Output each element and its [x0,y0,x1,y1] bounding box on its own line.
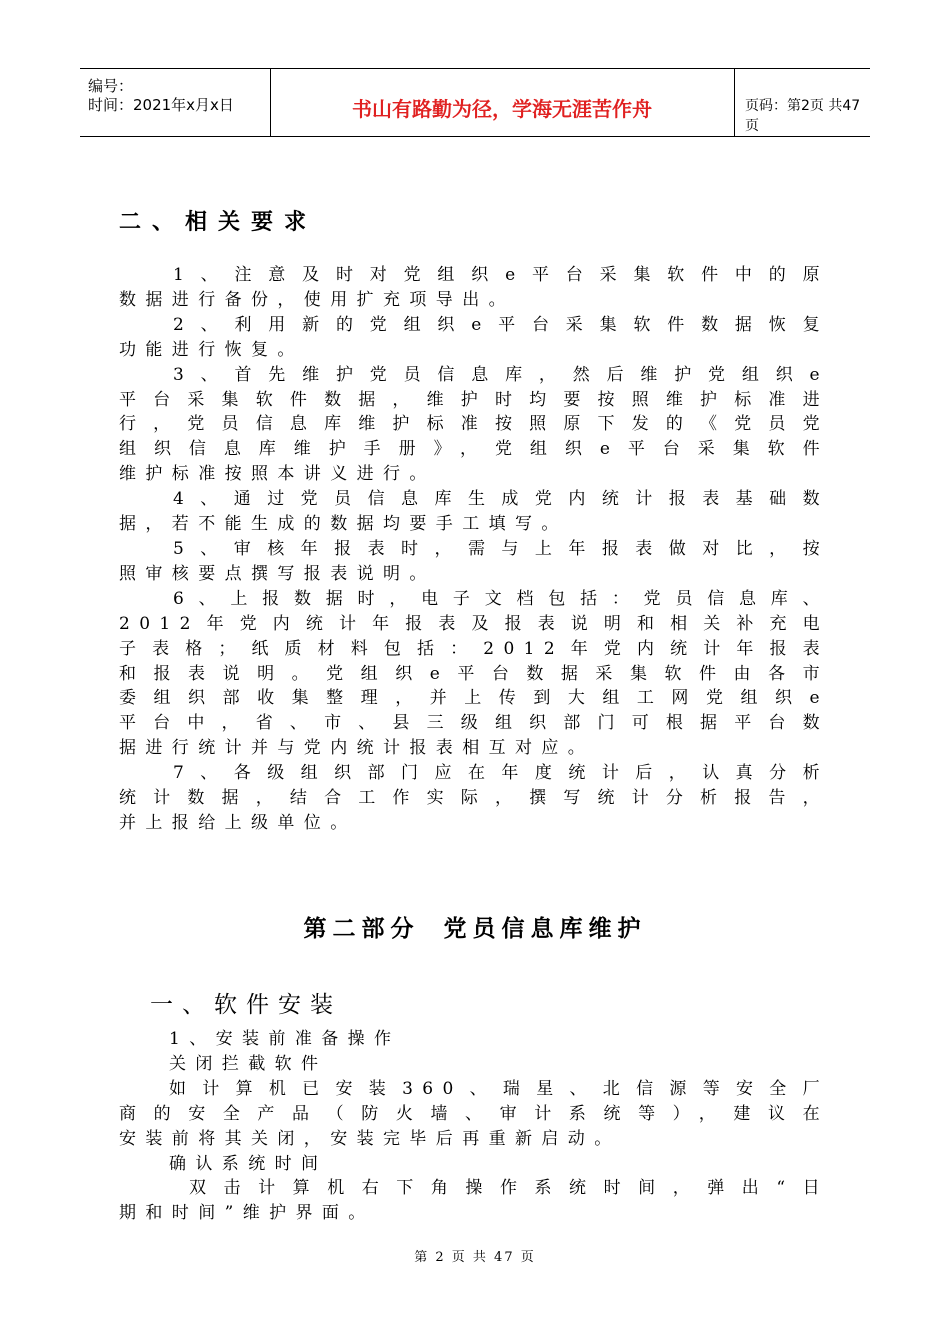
motto: 书山有路勤为径，学海无涯苦作舟 [352,97,652,121]
paragraph-line: 功能进行恢复。 [119,339,304,360]
part-title [0,910,950,943]
paragraph-line: 3、首先维护党员信息库，然后维护党组织e [173,364,829,385]
paragraph-line: 照审核要点撰写报表说明。 [119,563,436,584]
header-motto-cell [270,69,735,136]
paragraph-line: 维护标准按照本讲义进行。 [119,464,436,485]
paragraph-line: 并上报给上级单位。 [119,812,357,833]
paragraph-line: 统计数据，结合工作实际，撰写统计分析报告， [119,788,829,809]
paragraph-line: 和报表说明。党组织e平台数据采集软件由各市 [119,663,829,684]
page-footer: 第 2 页 共 47 页 [414,1250,536,1265]
paragraph-line: 6、上报数据时，电子文档包括：党员信息库、 [173,588,829,609]
paragraph-line: 安装前将其关闭，安装完毕后再重新启动。 [119,1128,621,1149]
number-label: 编号： [88,77,134,95]
part-number: 第二部分 [303,916,420,942]
paragraph-line: 行，党员信息库维护标准按照原下发的《党员党 [119,414,829,435]
page-header [80,68,870,137]
paragraph-line: 1、安装前准备操作 [169,1029,401,1049]
paragraph-line: 组织信息库维护手册》，党组织e平台采集软件 [119,439,829,460]
paragraph-line: 确认系统时间 [169,1153,328,1174]
paragraph-line: 据进行统计并与党内统计报表相互对应。 [119,738,595,759]
paragraph-line: 期和时间”维护界面。 [119,1203,375,1224]
paragraph-line: 2012年党内统计年报表及报表说明和相关补充电 [119,613,829,634]
paragraph-line: 子表格；纸质材料包括：2012年党内统计年报表 [119,638,829,659]
paragraph-line: 如计算机已安装360、瑞星、北信源等安全厂 [169,1078,829,1099]
requirements-body [119,263,829,836]
install-body [119,1027,829,1226]
paragraph-line: 双击计算机右下角操作系统时间，弹出“日 [189,1178,829,1199]
paragraph-line: 4、通过党员信息库生成党内统计报表基础数 [173,489,829,510]
paragraph-line: 7、各级组织部门应在年度统计后，认真分析 [173,763,829,784]
paragraph-line: 1、注意及时对党组织e平台采集软件中的原 [173,265,829,285]
paragraph-line: 商的安全产品（防火墙、审计系统等），建议在 [119,1103,829,1124]
time-label: 时间：2021年x月x日 [88,96,234,114]
paragraph-line: 据，若不能生成的数据均要手工填写。 [119,514,568,535]
page-number-label: 页码：第2页 共47页 [745,98,861,134]
section-heading-install: 一、软件安装 [150,992,342,1018]
part-name: 党员信息库维护 [443,916,647,942]
header-page-cell [735,69,870,136]
paragraph-line: 2、利用新的党组织e平台采集软件数据恢复 [173,314,829,335]
paragraph-line: 委组织部收集整理，并上传到大组工网党组织e [119,688,829,709]
paragraph-line: 关闭拦截软件 [169,1053,328,1074]
paragraph-line: 平台采集软件数据，维护时均要按照维护标准进 [119,389,829,410]
paragraph-line: 5、审核年报表时，需与上年报表做对比，按 [173,538,829,559]
paragraph-line: 数据进行备份，使用扩充项导出。 [119,289,515,310]
section-heading-requirements: 二、相关要求 [119,209,318,235]
header-info-cell [80,69,271,136]
paragraph-line: 平台中，省、市、县三级组织部门可根据平台数 [119,713,829,734]
